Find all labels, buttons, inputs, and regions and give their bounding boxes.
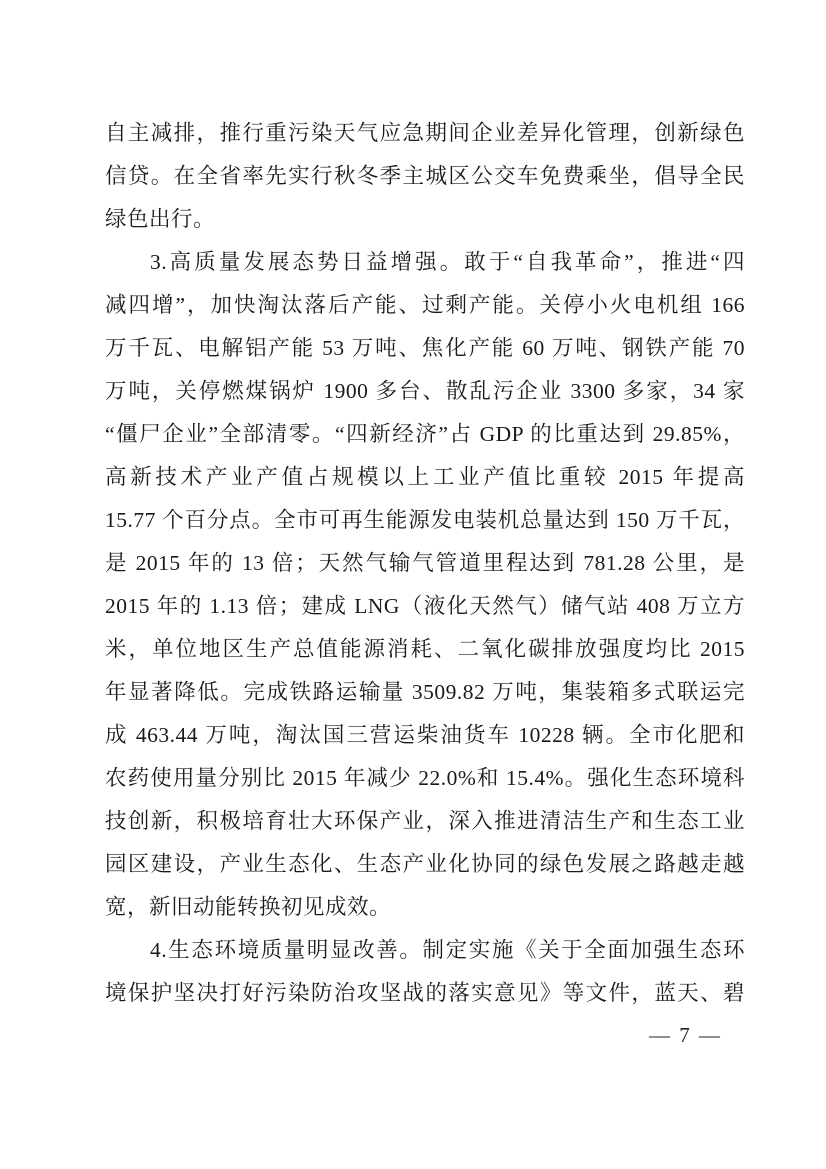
text-line: 自主减排，推行重污染天气应急期间企业差异化管理，创新绿色	[105, 121, 745, 145]
text-line: 万吨，关停燃煤锅炉 1900 多台、散乱污企业 3300 多家，34 家	[105, 379, 745, 403]
text-line: 是 2015 年的 13 倍；天然气输气管道里程达到 781.28 公里，是	[105, 551, 745, 575]
text-line: 减四增”，加快淘汰落后产能、过剩产能。关停小火电机组 166	[105, 293, 745, 317]
text-line: 境保护坚决打好污染防治攻坚战的落实意见》等文件，蓝天、碧	[105, 981, 745, 1005]
text-line: 米，单位地区生产总值能源消耗、二氧化碳排放强度均比 2015	[105, 637, 745, 661]
text-line: 成 463.44 万吨，淘汰国三营运柴油货车 10228 辆。全市化肥和	[105, 723, 745, 747]
page-number: — 7 —	[649, 1023, 722, 1047]
text-line: 万千瓦、电解铝产能 53 万吨、焦化产能 60 万吨、钢铁产能 70	[105, 336, 745, 360]
text-line: 高新技术产业产值占规模以上工业产值比重较 2015 年提高	[105, 465, 745, 489]
text-line: 园区建设，产业生态化、生态产业化协同的绿色发展之路越走越	[105, 852, 745, 876]
text-line: 技创新，积极培育壮大环保产业，深入推进清洁生产和生态工业	[105, 809, 745, 833]
document-body	[105, 112, 745, 1015]
text-line: 农药使用量分别比 2015 年减少 22.0%和 15.4%。强化生态环境科	[105, 766, 745, 790]
text-line: 宽，新旧动能转换初见成效。	[105, 895, 392, 919]
text-line: “僵尸企业”全部清零。“四新经济”占 GDP 的比重达到 29.85%，	[105, 422, 745, 446]
text-line: 15.77 个百分点。全市可再生能源发电装机总量达到 150 万千瓦，	[105, 508, 745, 532]
text-line: 绿色出行。	[105, 207, 216, 231]
text-line: 年显著降低。完成铁路运输量 3509.82 万吨，集装箱多式联运完	[105, 680, 745, 704]
text-line: 信贷。在全省率先实行秋冬季主城区公交车免费乘坐，倡导全民	[105, 164, 745, 188]
text-line: 4.生态环境质量明显改善。制定实施《关于全面加强生态环	[150, 938, 745, 962]
text-line: 2015 年的 1.13 倍；建成 LNG（液化天然气）储气站 408 万立方	[105, 594, 745, 618]
text-line: 3.高质量发展态势日益增强。敢于“自我革命”，推进“四	[150, 250, 745, 274]
